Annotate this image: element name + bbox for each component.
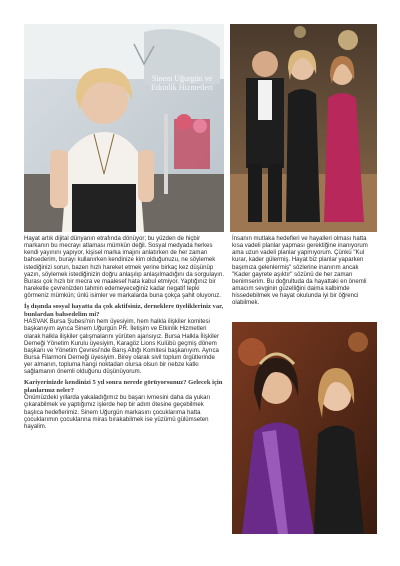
photo-two-women xyxy=(232,322,377,534)
photo-event-group xyxy=(230,24,377,232)
intro-paragraph: Hayat artık dijital dünyanın etrafında dönüyor; bu yüzden de hiçbir markanın bu mecrayı atlaması mümkün değil. Sosyal medyada herkes kendi yayınını yapıyor, kişisel marka imajını anlatırken de her zaman bahsederim, burayı kullanırken kendinize kim olduğunuzu, ne söylemek istediğinizi sorun, bazen hızlı hareket etmek yerine birkaç kez düşünüp yazın, söylemek istediğinizin doğru anlaşılıp anlaşılmadığını da sorgulayın. Burası çok hızlı bir mecra ve maalesef hata kabul etmiyor. Yaptığınız bir hareketle çevrenizden tahmin edemeyeceğiniz kadar negatif tepki görmeniz mümkün; ünlü isimler ve markalarda buna çokça şahit oluyoruz. xyxy=(24,236,224,300)
right-paragraph: İnsanın mutlaka hedefleri ve hayalleri olması hatta kısa vadeli planlar yapması gerektiğine inanıyorum ama uzun vadeli planlar yapmıyorum. Çünkü "Kul kurar, kader gülermiş. Hayat biz planlar yaparken başımıza gelenlermiş" sözlerine inanırım ancak "Kader gayrete aşıktır" sözünü de her zaman benimserim. Bu doğrultuda da hayattaki en önemli amacım sevginin güzelliğini daima kalbimde hissedebilmek ve hayat okulunda iyi bir öğrenci olabilmek. xyxy=(232,236,368,307)
backdrop-logo-text: Sinem Uğurgün ve Etkinlik Hizmetleri xyxy=(151,74,213,92)
question-career-future: Kariyerinizde kendinizi 5 yıl sonra nerede görüyorsunuz? Gelecek için planlarınız neler? xyxy=(24,379,223,394)
answer-social-life: HASVAK Bursa Şubesi'nin hem üyesiyim, hem halkla ilişkiler komitesi başkanıyım ayrıca Sinem Uğurgün PR. İletişim ve Etkinlik Hizmetleri olarak halkla ilişkiler çalışmalarını yürüten ajansıyız. Bursa Halkla İlişkiler Derneği Yönetim Kurulu üyesiyim, Karagöz Lions Kulübü geçmiş dönem başkanı ve Yönetim Çevresi'nde Barış Altığı Komitesi başkanıyım. Ayrıca Bursa Filarmoni Derneği üyesiyim. Birey olarak sivil toplum örgütlerinde yer almanın, topluma hangi noktadan olursa olsun bir nebze katkı sağlamanın önemli olduğunu düşünüyorum. xyxy=(24,319,219,376)
answer-career-future: Önümüzdeki yıllarda yakaladığımız bu başarı ivmesini daha da yukarı çıkarabilmek ve yaptığımız işlerde hep bir adım ötesine geçebilmek başlıca hedeflerimiz. Sinem Uğurgün markasını çocuklarıma hatta çocuklarımın çocuklarına miras bırakabilmek ise yüzümü gülümseten hayalim. xyxy=(24,395,211,430)
right-text-column xyxy=(232,236,378,308)
photo-woman-portrait xyxy=(24,24,224,232)
question-social-life: İş dışında sosyal hayatta da çok aktifsiniz, derneklere üyelikleriniz var, bunlardan bahsedelim mi? xyxy=(24,303,224,318)
left-text-column xyxy=(24,236,224,431)
